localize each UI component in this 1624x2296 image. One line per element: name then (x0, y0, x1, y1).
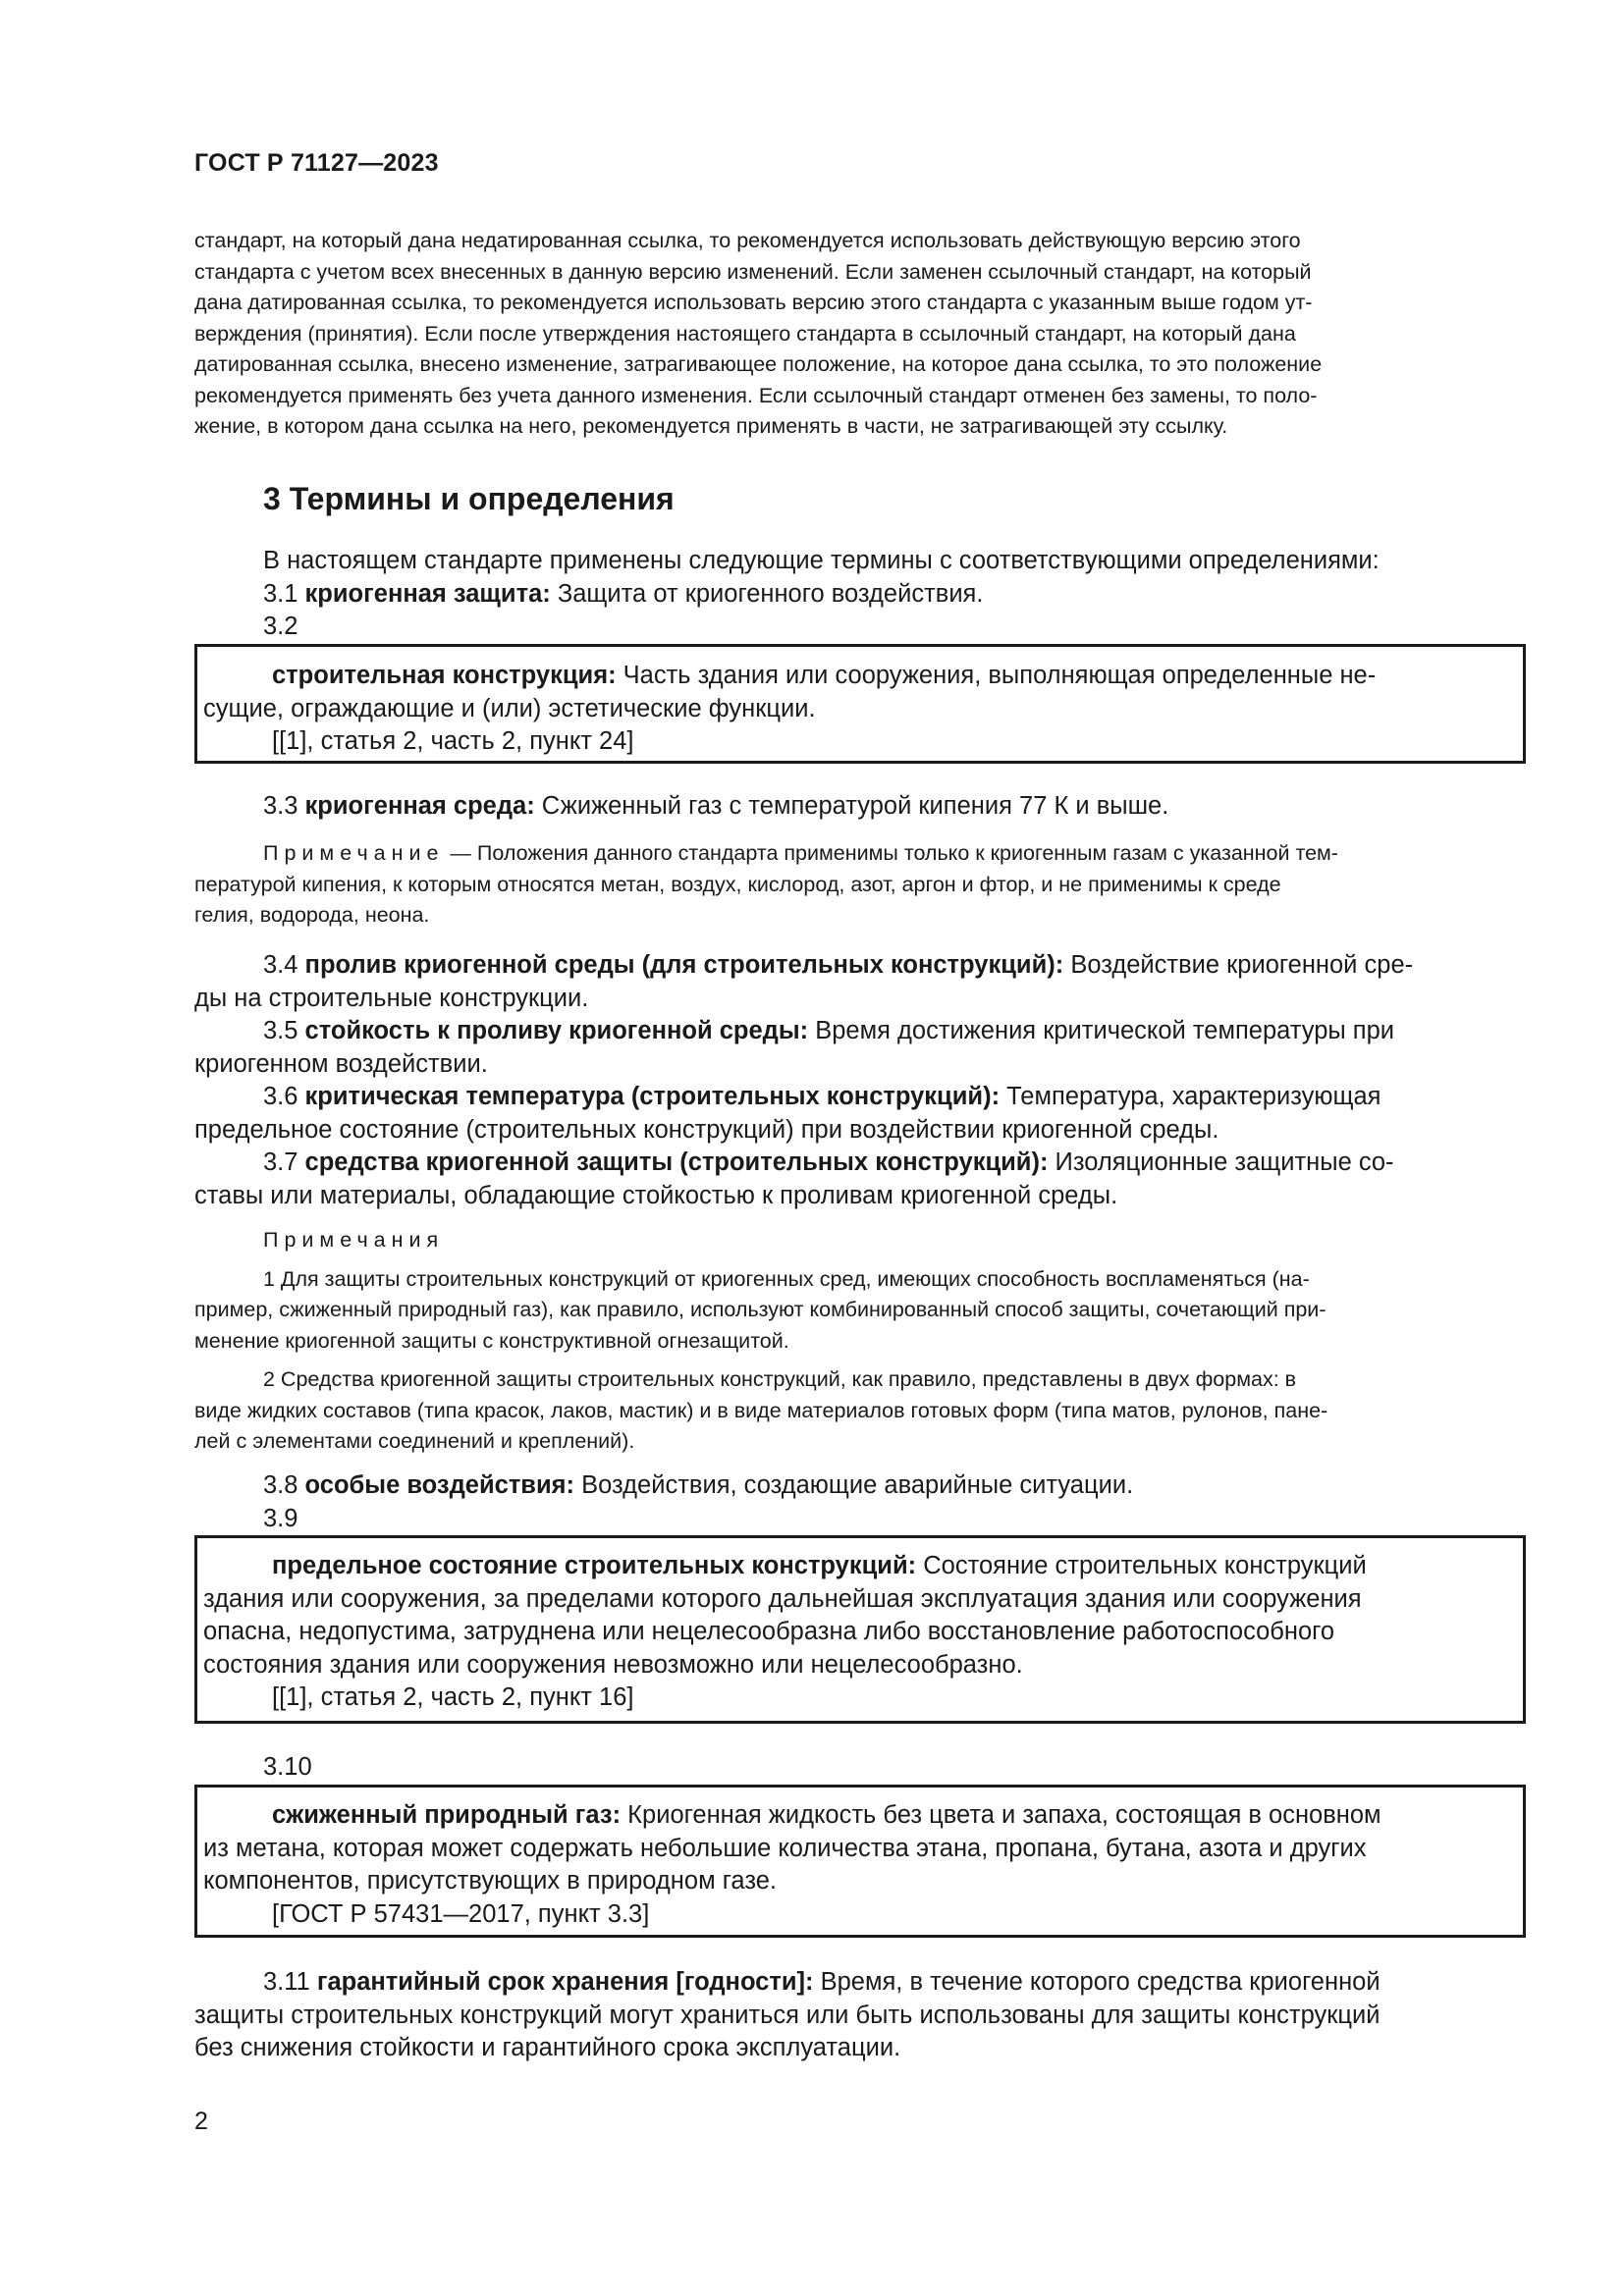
term-3-2-number: 3.2 (263, 613, 298, 640)
intro-line: верждения (принятия). Если после утверждения настоящего стандарта в ссылочный стандарт, на который дана (194, 321, 1296, 346)
intro-line: дана датированная ссылка, то рекомендуется использовать версию этого стандарта с указанным выше годом ут- (194, 291, 1313, 314)
note-label: Примечание (263, 841, 445, 865)
term-3-10-number: 3.10 (263, 1753, 312, 1781)
term-3-3: 3.3 криогенная среда: Сжиженный газ с температурой кипения 77 К и выше. (263, 792, 1169, 820)
notes-label: Примечания (263, 1228, 445, 1252)
term-3-2-line: строительная конструкция: Часть здания или сооружения, выполняющая определенные не- (272, 662, 1377, 689)
document-header: ГОСТ Р 71127—2023 (194, 149, 439, 177)
intro-line: стандарта с учетом всех внесенных в данную версию изменений. Если заменен ссылочный стандарт, на который (194, 259, 1312, 284)
term-3-10-box: сжиженный природный газ: Криогенная жидкость без цвета и запаха, состоящая в основном из метана, которая может содержать небольшие количества этана, пропана, бутана, азота и других компонентов, присутствующих в природном газе. [ГОСТ Р 57431—2017, пункт 3.3] (194, 1785, 1526, 1938)
note-1: 1 Для защиты строительных конструкций от криогенных сред, имеющих способность воспламеняться (на- пример, сжиженный природный газ), как правило, используют комбинированный способ защиты, сочетающий при- менение криогенной защиты с конструктивной огнезащитой. (194, 1266, 1326, 1353)
intro-paragraph (194, 226, 1526, 443)
term-3-2-line: сущие, ограждающие и (или) эстетические функции. (203, 694, 816, 722)
term-3-9-box: предельное состояние строительных конструкций: Состояние строительных конструкций здания или сооружения, за пределами которого дальнейшая эксплуатация здания или сооружения опасна, недопустима, затруднена или нецелесообразна либо восстановление работоспособного состояния здания или сооружения невозможно или нецелесообразно. [[1], статья 2, часть 2, пункт 16] (194, 1535, 1526, 1724)
term-3-2-source: [[1], статья 2, часть 2, пункт 24] (272, 727, 634, 755)
note-2: 2 Средства криогенной защиты строительных конструкций, как правило, представлены в двух формах: в виде жидких составов (типа красок, лаков, мастик) и в виде материалов готовых форм (типа матов, рулонов, пане- лей с элементами соединений и креплений). (194, 1367, 1328, 1453)
term-3-5: 3.5 стойкость к проливу криогенной среды: Время достижения критической температуры при криогенном воздействии. (194, 1017, 1395, 1078)
term-3-11: 3.11 гарантийный срок хранения [годности]: Время, в течение которого средства криогенной защиты строительных конструкций могут храниться или быть использованы для защиты конструкций без снижения стойкости и гарантийного срока эксплуатации. (194, 1968, 1380, 2061)
intro-line: стандарт, на который дана недатированная ссылка, то рекомендуется использовать действующую версию этого (194, 229, 1301, 252)
intro-line: датированная ссылка, внесено изменение, затрагивающее положение, на которое дана ссылка, то это положение (194, 352, 1323, 376)
term-3-9-number: 3.9 (263, 1505, 298, 1532)
term-3-7: 3.7 средства криогенной защиты (строительных конструкций): Изоляционные защитные со- ставы или материалы, обладающие стойкостью к проливам криогенной среды. (194, 1148, 1394, 1209)
notes-3-7 (194, 1225, 1526, 1458)
section-title: 3 Термины и определения (263, 481, 675, 516)
intro-line: рекомендуется применять без учета данного изменения. Если ссылочный стандарт отменен без замены, то поло- (194, 383, 1318, 407)
note-3-3: Примечание — Положения данного стандарта применимы только к криогенным газам с указанной тем- пературой кипения, к которым относятся метан, воздух, кислород, азот, аргон и фтор, и не применимы к среде гелия, водорода, неона. (194, 841, 1338, 927)
term-3-1: 3.1 криогенная защита: Защита от криогенного воздействия. (263, 580, 984, 608)
term-3-4: 3.4 пролив криогенной среды (для строительных конструкций): Воздействие криогенной сре- ды на строительные конструкции. (194, 951, 1414, 1012)
term-3-8: 3.8 особые воздействия: Воздействия, создающие аварийные ситуации. (263, 1471, 1134, 1499)
page-number: 2 (194, 2108, 208, 2135)
term-3-6: 3.6 критическая температура (строительных конструкций): Температура, характеризующая предельное состояние (строительных конструкций) при воздействии криогенной среды. (194, 1083, 1381, 1144)
term-3-2-box (194, 644, 1526, 764)
intro-line: жение, в котором дана ссылка на него, рекомендуется применять в части, не затрагивающей эту ссылку. (194, 414, 1228, 438)
term-3-10-source: [ГОСТ Р 57431—2017, пункт 3.3] (272, 1899, 650, 1928)
section-lead: В настоящем стандарте применены следующие термины с соответствующими определениями: (263, 547, 1380, 574)
term-3-9-source: [[1], статья 2, часть 2, пункт 16] (272, 1683, 634, 1711)
